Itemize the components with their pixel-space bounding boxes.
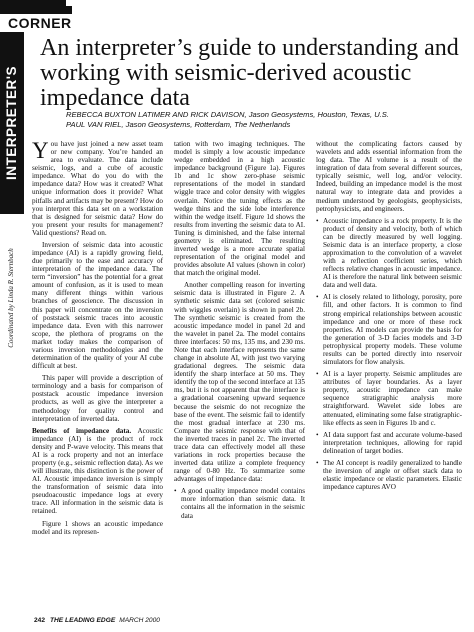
paragraph: Figure 1 shows an acoustic impedance model and its represen- — [32, 519, 163, 536]
header-bar-notch — [66, 6, 72, 14]
paragraph: without the complicating factors caused by wavelets and adds essential information from the log data. The AI volume is a result of the integration of data from several different sources, typically seismic, well log, and/or velocity. Indeed, building an impedance model is the most natural way to integrate data and provides a medium understood by geologists, geophysicists, petrophysicists, and engineers. — [316, 140, 462, 213]
bullet-icon: • — [316, 430, 319, 439]
paragraph: tation with two imaging techniques. The model is simply a low acoustic impedance wedge embedded in a high acoustic impedance background (Figure 1a). Figures 1b and 1c show zero-phase seismic representations of the model in standard wiggle trace and color density with wiggles overlain. Notice the tuning effects as the wedge thins and the side lobe interference within the wedge itself. Figure 1d shows the results from inverting the seismic data to AI. Tuning is diminished, and the false internal geometry is eliminated. The resulting inverted wedge is a more accurate spatial representation of the original model and provides absolute AI values (shown in color) that match the original model. — [174, 140, 305, 278]
paragraph: Another compelling reason for inverting seismic data is illustrated in Figure 2. A synthetic seismic data set (colored seismic with wiggles overlain) is shown in panel 2b. The synthetic seismic is created from the acoustic impedance model in panel 2d and the wavelet in panel 2a. The model contains three interfaces: 50 ms, 135 ms, and 230 ms. Note that each interface represents the same change in absolute AI, with just two varying gradational degrees. The seismic data identify the sharp interface at 50 ms. They identify the top of the second interface at 135 ms, but it is not apparent that the interface is a gradational coarsening upward sequence because the seismic do not recognize the base of the event. The seismic fail to identify the most gradual interface at 230 ms. Compare the seismic response with that of the inverted traces in panel 2c. The inverted trace data can effectively model all these variations in rock properties because the inverted data utilize a complete frequency range of 0-80 Hz. To summarize some advantages of impedance data: — [174, 281, 305, 484]
author-line-2: PAUL VAN RIEL, Jason Geosystems, Rotterdam, The Netherlands — [66, 120, 291, 129]
list-item — [316, 217, 462, 290]
bullet-icon: • — [174, 487, 177, 496]
list-item-text: AI is a layer property. Seismic amplitudes are attributes of layer boundaries. As a layer property, acoustic impedance can make sequence stratigraphic analysis more straightforward. Wavelet side lobes are attenuated, eliminating some false stratigraphic-like effects as seen in Figures 1b and c. — [323, 370, 462, 427]
bullet-icon: • — [316, 216, 319, 225]
header-bar — [0, 0, 474, 14]
side-banner-label: INTERPRETER'S — [4, 66, 19, 180]
advantages-list — [174, 487, 305, 519]
author-block — [66, 110, 466, 130]
list-item — [316, 459, 462, 491]
intro-text: ou have just joined a new asset team or new company. You’re handed an area to evaluate. The data include seismic, logs, and a cube of acoustic impedance. What do you do with the impedance data? How was it created? What unique information does it provide? What pitfalls and artifacts may be present? How do you interpret this data set on a workstation that is designed for seismic data? How do you present your results for management? Valid questions? Read on. — [32, 140, 163, 237]
bullet-icon: • — [316, 370, 319, 379]
list-item — [174, 487, 305, 519]
column-2 — [174, 140, 305, 520]
column-1 — [32, 140, 163, 536]
page-footer — [34, 617, 160, 624]
column-3 — [316, 140, 462, 491]
bullet-icon: • — [316, 458, 319, 467]
list-item-text: A good quality impedance model contains more information than seismic data. It contains all the information in the seismic data — [181, 487, 305, 520]
paragraph-text: Acoustic impedance (AI) is the product of rock density and P-wave velocity. This means that AI is a rock property and not an interface property (e.g., seismic reflection data). As we will illustrate, this distinction is the power of AI. Acoustic impedance inversion is simply the transformation of seismic data into pseudoacoustic impedance logs at every trace. All information in the seismic data is retained. — [32, 426, 163, 516]
list-item — [316, 370, 462, 427]
author-line-1: REBECCA BUXTON LATIMER AND RICK DAVISON, Jason Geosystems, Houston, Texas, U.S. — [66, 110, 389, 119]
list-item-text: Acoustic impedance is a rock property. It is the product of density and velocity, both of which can be directly measured by well logging. Seismic data is an interface property, a close approximation to the convolution of a wavelet with a reflection coefficient series, which reflects relative changes in acoustic impedance. AI is therefore the natural link between seismic data and well data. — [323, 216, 462, 290]
list-item — [316, 431, 462, 455]
journal-name: THE LEADING EDGE — [50, 617, 116, 624]
paragraph: This paper will provide a description of terminology and a basis for comparison of poststack acoustic impedance inversion products, as well as give the interpreter a methodology for quality control and interpretation of inverted data. — [32, 374, 163, 423]
article-title: An interpreter’s guide to understanding and working with seismic-derived acoustic impedance data — [40, 35, 459, 111]
drop-cap: Y — [32, 138, 49, 163]
advantages-list — [316, 217, 462, 492]
coordinator-credit: Coordinated by Linda R. Sternbach — [7, 248, 15, 348]
list-item-text: AI is closely related to lithology, porosity, pore fill, and other factors. It is common to find strong empirical relationships between acoustic impedance and one or more of these rock properties. AI models can provide the basis for the generation of 3-D facies models and 3-D petrophysical property models. These volume results can be ported directly into reservoir simulators for flow analysis. — [323, 293, 462, 367]
section-heading: Benefits of impedance data. — [32, 426, 132, 435]
list-item-text: The AI concept is readily generalized to handle the inversion of angle or offset stack data to elastic impedance or elastic parameters. Elastic impedance captures AVO — [323, 458, 462, 492]
header-bar-block — [0, 0, 66, 14]
intro-paragraph — [32, 140, 163, 237]
section-label: CORNER — [8, 15, 72, 31]
page-number: 242 — [34, 617, 46, 624]
paragraph — [32, 427, 163, 516]
list-item — [316, 293, 462, 366]
bullet-icon: • — [316, 293, 319, 302]
paragraph: Inversion of seismic data into acoustic impedance (AI) is a rapidly growing field, due primarily to the ease and accuracy of interpretation of the impedance data. The term “inversion” has the potential for a great amount of confusion, as it is used to mean many different things within various branches of geoscience. The discussion in this paper will concentrate on the inversion of poststack seismic traces into acoustic impedance data. Even with this narrower scope, the plethora of programs on the market today makes the comparison of various inversion methodologies and the determination of the quality of your AI cube difficult at best. — [32, 240, 163, 371]
list-item-text: AI data support fast and accurate volume-based interpretation techniques, allowing for rapid delineation of target bodies. — [323, 430, 462, 455]
issue-date: MARCH 2000 — [119, 617, 160, 624]
